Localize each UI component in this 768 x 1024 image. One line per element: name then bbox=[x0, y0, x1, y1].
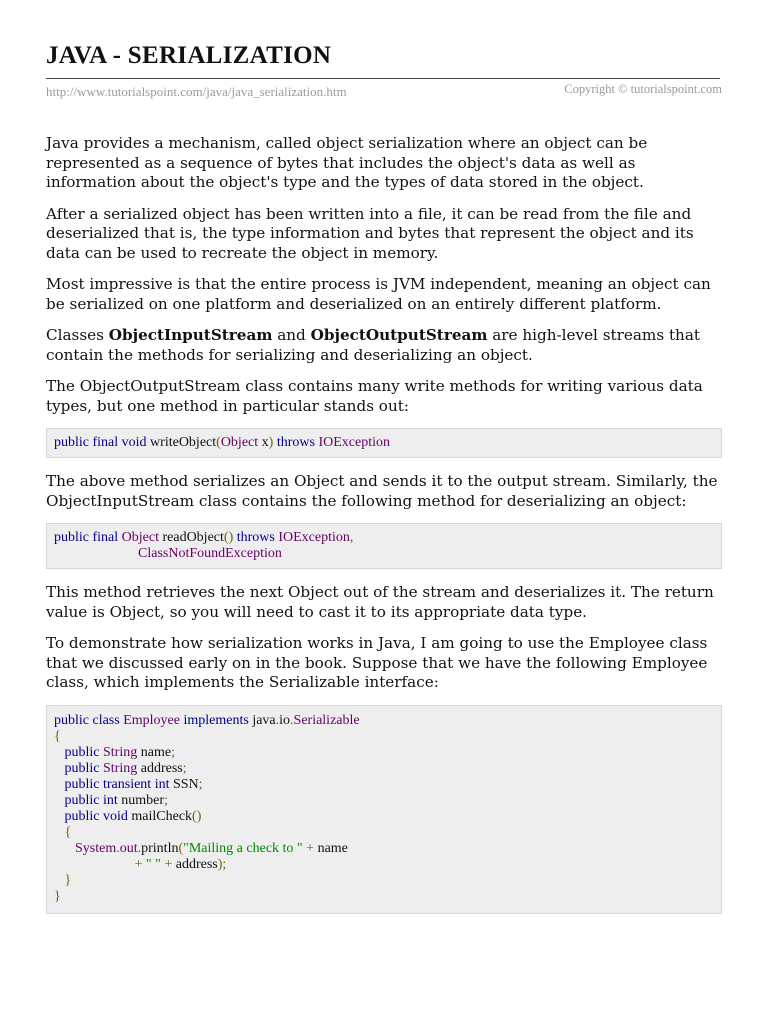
code-line bbox=[54, 546, 713, 562]
code-token: . bbox=[275, 712, 280, 728]
code-token: address bbox=[175, 856, 218, 872]
code-token: . bbox=[137, 840, 142, 856]
streams-prefix: Classes bbox=[46, 326, 109, 344]
streams-suffix: are high-level streams that contain the methods for serializing and deserializing an object. bbox=[46, 326, 701, 364]
paragraph-write-methods: The ObjectOutputStream class contains many write methods for writing various data types, but one method in particular stands out: bbox=[46, 377, 703, 415]
code-token: SSN bbox=[172, 776, 199, 792]
page-title: JAVA - SERIALIZATION bbox=[46, 42, 332, 69]
code-token: IOException bbox=[318, 435, 390, 450]
code-token: ; bbox=[164, 792, 168, 808]
paragraph-intro: Java provides a mechanism, called object serialization where an object can be represented as a sequence of bytes that includes the object's data as well as information about the object's type and the types of data stored in the object. bbox=[46, 134, 648, 191]
code-block-write-object bbox=[46, 428, 722, 458]
article-body bbox=[46, 134, 722, 928]
code-token: { bbox=[54, 824, 72, 840]
code-token: Employee bbox=[123, 712, 180, 728]
code-token: "Mailing a check to " bbox=[183, 840, 303, 856]
code-token: Object bbox=[220, 435, 259, 450]
code-token: java bbox=[252, 712, 276, 728]
code-token: throws bbox=[273, 435, 319, 450]
paragraph-employee-demo: To demonstrate how serialization works in Java, I am going to use the Employee class that we discussed early on in the book. Suppose that we have the following Employee class, which implements the Serializable interface: bbox=[46, 634, 708, 691]
code-token bbox=[54, 546, 138, 561]
code-token: + bbox=[302, 840, 318, 856]
code-token: + bbox=[160, 856, 176, 872]
code-token: } bbox=[54, 872, 72, 888]
code-token: , bbox=[349, 530, 354, 545]
code-token: public void bbox=[54, 808, 132, 824]
code-token: x bbox=[258, 435, 269, 450]
code-token: . bbox=[116, 840, 120, 856]
paragraph-deserialize: After a serialized object has been written into a file, it can be read from the file and deserialized that is, the type information and bytes that represent the object and its data can be used to recreate the object in memory. bbox=[46, 204, 694, 262]
code-token: mailCheck bbox=[131, 808, 193, 824]
code-line bbox=[54, 713, 713, 729]
code-block-employee-class bbox=[46, 705, 722, 914]
code-token: out bbox=[119, 840, 138, 856]
code-token: Object bbox=[121, 530, 159, 545]
code-token: { bbox=[54, 728, 61, 744]
code-token: public bbox=[54, 760, 103, 776]
code-token: name bbox=[317, 840, 348, 856]
code-line bbox=[54, 729, 713, 745]
code-token: ); bbox=[217, 856, 227, 872]
code-line bbox=[54, 857, 713, 873]
code-token: ; bbox=[171, 744, 175, 760]
code-line bbox=[54, 809, 713, 825]
code-line bbox=[54, 777, 713, 793]
code-line bbox=[54, 889, 713, 905]
code-token: public class bbox=[54, 712, 124, 728]
code-token: public final bbox=[54, 530, 122, 545]
paragraph-streams bbox=[46, 326, 722, 365]
code-token: String bbox=[103, 744, 138, 760]
class-objectinputstream: ObjectInputStream bbox=[108, 326, 273, 344]
code-line bbox=[54, 435, 713, 451]
code-token: ; bbox=[198, 776, 203, 792]
code-token: readObject bbox=[158, 530, 224, 545]
source-url[interactable]: http://www.tutorialspoint.com/java/java_serialization.htm bbox=[46, 84, 347, 99]
code-token: implements bbox=[179, 712, 253, 728]
code-token: ( bbox=[216, 435, 221, 450]
code-line bbox=[54, 873, 713, 889]
code-token: Serializable bbox=[293, 712, 360, 728]
code-token: + bbox=[54, 856, 146, 872]
code-token: name bbox=[137, 744, 172, 760]
code-token: number bbox=[121, 792, 165, 808]
code-line bbox=[54, 825, 713, 841]
paragraph-read-method: The above method serializes an Object and sends it to the output stream. Similarly, the ObjectInputStream class contains the following method for deserializing an object: bbox=[46, 472, 718, 510]
code-line bbox=[54, 761, 713, 777]
code-token: " " bbox=[145, 856, 161, 872]
code-token: writeObject bbox=[150, 435, 217, 450]
code-line bbox=[54, 793, 713, 809]
code-token: println bbox=[141, 840, 179, 856]
code-token: System bbox=[54, 840, 117, 856]
code-token: ClassNotFoundException bbox=[138, 546, 282, 561]
class-objectoutputstream: ObjectOutputStream bbox=[310, 326, 488, 344]
code-token: throws bbox=[233, 530, 279, 545]
code-token: ; bbox=[182, 760, 187, 776]
code-token: () bbox=[223, 530, 234, 545]
title-divider bbox=[46, 78, 720, 79]
code-token: public transient int bbox=[54, 776, 173, 792]
code-token: } bbox=[54, 888, 61, 904]
code-token: public int bbox=[54, 792, 122, 808]
code-token: io bbox=[279, 712, 291, 728]
code-token: public final void bbox=[54, 435, 151, 450]
code-token: IOException bbox=[278, 530, 350, 545]
code-token: address bbox=[137, 760, 183, 776]
code-token: . bbox=[290, 712, 294, 728]
code-token: () bbox=[192, 808, 202, 824]
code-line bbox=[54, 841, 713, 857]
code-block-read-object bbox=[46, 523, 722, 569]
code-token: public bbox=[54, 744, 103, 760]
code-line bbox=[54, 745, 713, 761]
code-token: String bbox=[103, 760, 138, 776]
streams-and: and bbox=[272, 326, 311, 344]
code-token: ( bbox=[178, 840, 184, 856]
paragraph-return-value: This method retrieves the next Object out of the stream and deserializes it. The return value is Object, so you will need to cast it to its appropriate data type. bbox=[46, 583, 714, 621]
copyright-notice: Copyright © tutorialspoint.com bbox=[564, 82, 722, 96]
code-token: ) bbox=[268, 435, 274, 450]
paragraph-jvm-independent: Most impressive is that the entire process is JVM independent, meaning an object can be serialized on one platform and deserialized on an entirely different platform. bbox=[46, 275, 711, 313]
code-line bbox=[54, 530, 713, 546]
